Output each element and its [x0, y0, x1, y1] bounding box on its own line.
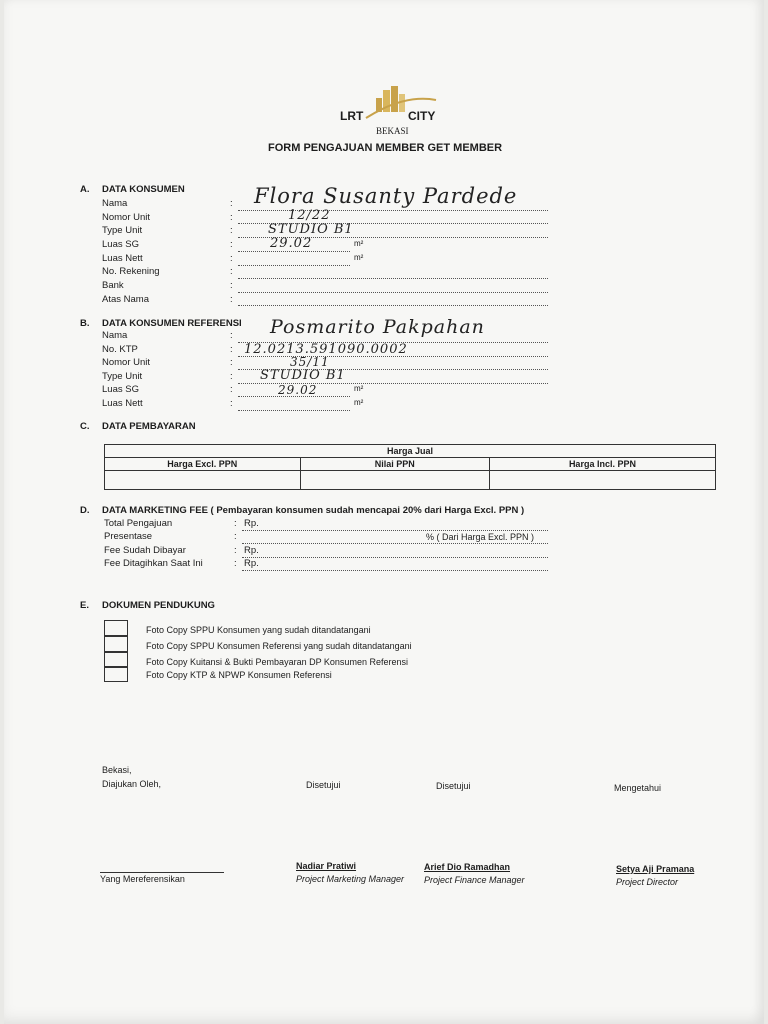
a-label-luas-nett: Luas Nett	[102, 253, 143, 264]
a-unit-sg: m²	[354, 239, 364, 248]
sig3-title: Project Director	[616, 877, 679, 887]
d-line-fee-dibayar[interactable]	[242, 557, 548, 558]
b-unit-sg: m²	[354, 384, 364, 393]
b-unit-nett: m²	[354, 398, 364, 407]
d-label-fee-dibayar: Fee Sudah Dibayar	[104, 545, 186, 556]
a-colon-6: :	[230, 266, 233, 277]
doc-item-4: Foto Copy KTP & NPWP Konsumen Referensi	[146, 670, 332, 680]
a-line-nama[interactable]	[238, 210, 548, 211]
b-value-nama: Posmarito Pakpahan	[270, 316, 485, 338]
b-label-type-unit: Type Unit	[102, 371, 143, 382]
a-colon-7: :	[230, 280, 233, 291]
cell-nilai-ppn[interactable]	[300, 471, 489, 490]
cell-harga-incl[interactable]	[489, 471, 715, 490]
a-colon-5: :	[230, 253, 233, 264]
d-rp-ditagihkan: Rp.	[244, 558, 259, 569]
a-value-luas-sg: 29.02	[270, 236, 313, 251]
b-label-no-ktp: No. KTP	[102, 344, 138, 355]
a-colon-8: :	[230, 294, 233, 305]
section-a-title: DATA KONSUMEN	[102, 184, 185, 195]
b-value-no-ktp: 12.0213.591090.0002	[244, 342, 408, 357]
checkbox-sppu-konsumen[interactable]	[104, 620, 128, 636]
section-e-title: DOKUMEN PENDUKUNG	[102, 600, 215, 611]
a-label-luas-sg: Luas SG	[102, 239, 139, 250]
a-label-type-unit: Type Unit	[102, 225, 143, 236]
b-colon-4: :	[230, 371, 233, 382]
d-rp-dibayar: Rp.	[244, 545, 259, 556]
a-value-nama: Flora Susanty Pardede	[254, 184, 518, 208]
section-e-letter: E.	[80, 600, 89, 611]
a-label-nama: Nama	[102, 198, 128, 209]
a-unit-nett: m²	[354, 253, 364, 262]
col-harga-incl: Harga Incl. PPN	[489, 458, 715, 471]
section-b-letter: B.	[80, 318, 90, 329]
b-colon-6: :	[230, 398, 233, 409]
a-value-type-unit: STUDIO B1	[268, 222, 354, 237]
payment-table-header: Harga Jual	[105, 445, 716, 458]
d-line-total[interactable]	[242, 530, 548, 531]
d-colon-4: :	[234, 558, 237, 569]
sig1-name: Nadiar Pratiwi	[296, 861, 357, 871]
a-colon-1: :	[230, 198, 233, 209]
logo-left-text: LRT	[340, 109, 364, 123]
form-title: FORM PENGAJUAN MEMBER GET MEMBER	[268, 142, 503, 154]
sign-place: Bekasi,	[102, 765, 132, 775]
sign-disetujui-2: Disetujui	[436, 781, 471, 791]
sign-mengetahui: Mengetahui	[614, 783, 662, 793]
a-line-no-rekening[interactable]	[238, 278, 548, 279]
sig2-name: Arief Dio Ramadhan	[424, 862, 511, 872]
a-label-bank: Bank	[102, 280, 124, 291]
d-colon-2: :	[234, 531, 237, 542]
b-value-nomor-unit: 35/11	[290, 355, 330, 369]
section-c-letter: C.	[80, 421, 90, 432]
doc-item-1: Foto Copy SPPU Konsumen yang sudah ditandatangani	[146, 625, 371, 635]
a-colon-2: :	[230, 212, 233, 223]
a-line-luas-nett[interactable]	[238, 265, 350, 266]
d-colon-3: :	[234, 545, 237, 556]
payment-table	[104, 444, 716, 490]
sig2-title: Project Finance Manager	[424, 875, 525, 885]
col-nilai-ppn: Nilai PPN	[300, 458, 489, 471]
sig3-name: Setya Aji Pramana	[616, 864, 695, 874]
b-colon-1: :	[230, 330, 233, 341]
cell-harga-excl[interactable]	[105, 471, 301, 490]
d-line-presentase[interactable]	[242, 543, 548, 544]
section-b-title: DATA KONSUMEN REFERENSI	[102, 318, 242, 329]
checkbox-ktp-npwp[interactable]	[104, 667, 128, 682]
section-d-title: DATA MARKETING FEE ( Pembayaran konsumen sudah mencapai 20% dari Harga Excl. PPN )	[102, 505, 525, 516]
d-rp-total: Rp.	[244, 518, 259, 529]
sign-disetujui-1: Disetujui	[306, 780, 341, 790]
section-a-letter: A.	[80, 184, 90, 195]
section-d-letter: D.	[80, 505, 90, 516]
d-label-total: Total Pengajuan	[104, 518, 173, 529]
a-label-no-rekening: No. Rekening	[102, 266, 160, 277]
sig1-title: Project Marketing Manager	[296, 874, 405, 884]
referrer-label: Yang Mereferensikan	[100, 874, 185, 884]
a-line-luas-sg[interactable]	[238, 251, 350, 252]
b-label-luas-nett: Luas Nett	[102, 398, 143, 409]
a-label-atas-nama: Atas Nama	[102, 294, 149, 305]
a-colon-3: :	[230, 225, 233, 236]
checkbox-sppu-referensi[interactable]	[104, 636, 128, 652]
form-paper	[4, 0, 764, 1024]
doc-item-2: Foto Copy SPPU Konsumen Referensi yang sudah ditandatangani	[146, 641, 412, 651]
logo-sub-text: BEKASI	[376, 126, 409, 136]
b-line-luas-nett[interactable]	[238, 410, 350, 411]
b-colon-5: :	[230, 384, 233, 395]
b-colon-3: :	[230, 357, 233, 368]
d-percent-note: % ( Dari Harga Excl. PPN )	[426, 532, 535, 542]
sign-diajukan: Diajukan Oleh,	[102, 779, 162, 789]
b-value-type-unit: STUDIO B1	[260, 368, 346, 383]
d-colon-1: :	[234, 518, 237, 529]
b-label-luas-sg: Luas SG	[102, 384, 139, 395]
b-label-nama: Nama	[102, 330, 128, 341]
b-value-luas-sg: 29.02	[278, 383, 318, 397]
d-label-fee-ditagihkan: Fee Ditagihkan Saat Ini	[104, 558, 203, 569]
doc-item-3: Foto Copy Kuitansi & Bukti Pembayaran DP Konsumen Referensi	[146, 657, 408, 667]
d-label-presentase: Presentase	[104, 531, 153, 542]
section-c-title: DATA PEMBAYARAN	[102, 421, 196, 432]
d-line-fee-ditagihkan[interactable]	[242, 570, 548, 571]
a-line-bank[interactable]	[238, 292, 548, 293]
a-colon-4: :	[230, 239, 233, 250]
a-line-atas-nama[interactable]	[238, 305, 548, 306]
col-harga-excl: Harga Excl. PPN	[105, 458, 301, 471]
a-label-nomor-unit: Nomor Unit	[102, 212, 151, 223]
a-value-nomor-unit: 12/22	[288, 208, 331, 223]
b-colon-2: :	[230, 344, 233, 355]
b-label-nomor-unit: Nomor Unit	[102, 357, 151, 368]
referrer-signature-line[interactable]	[100, 872, 224, 873]
checkbox-kuitansi[interactable]	[104, 652, 128, 667]
logo-right-text: CITY	[408, 109, 436, 123]
